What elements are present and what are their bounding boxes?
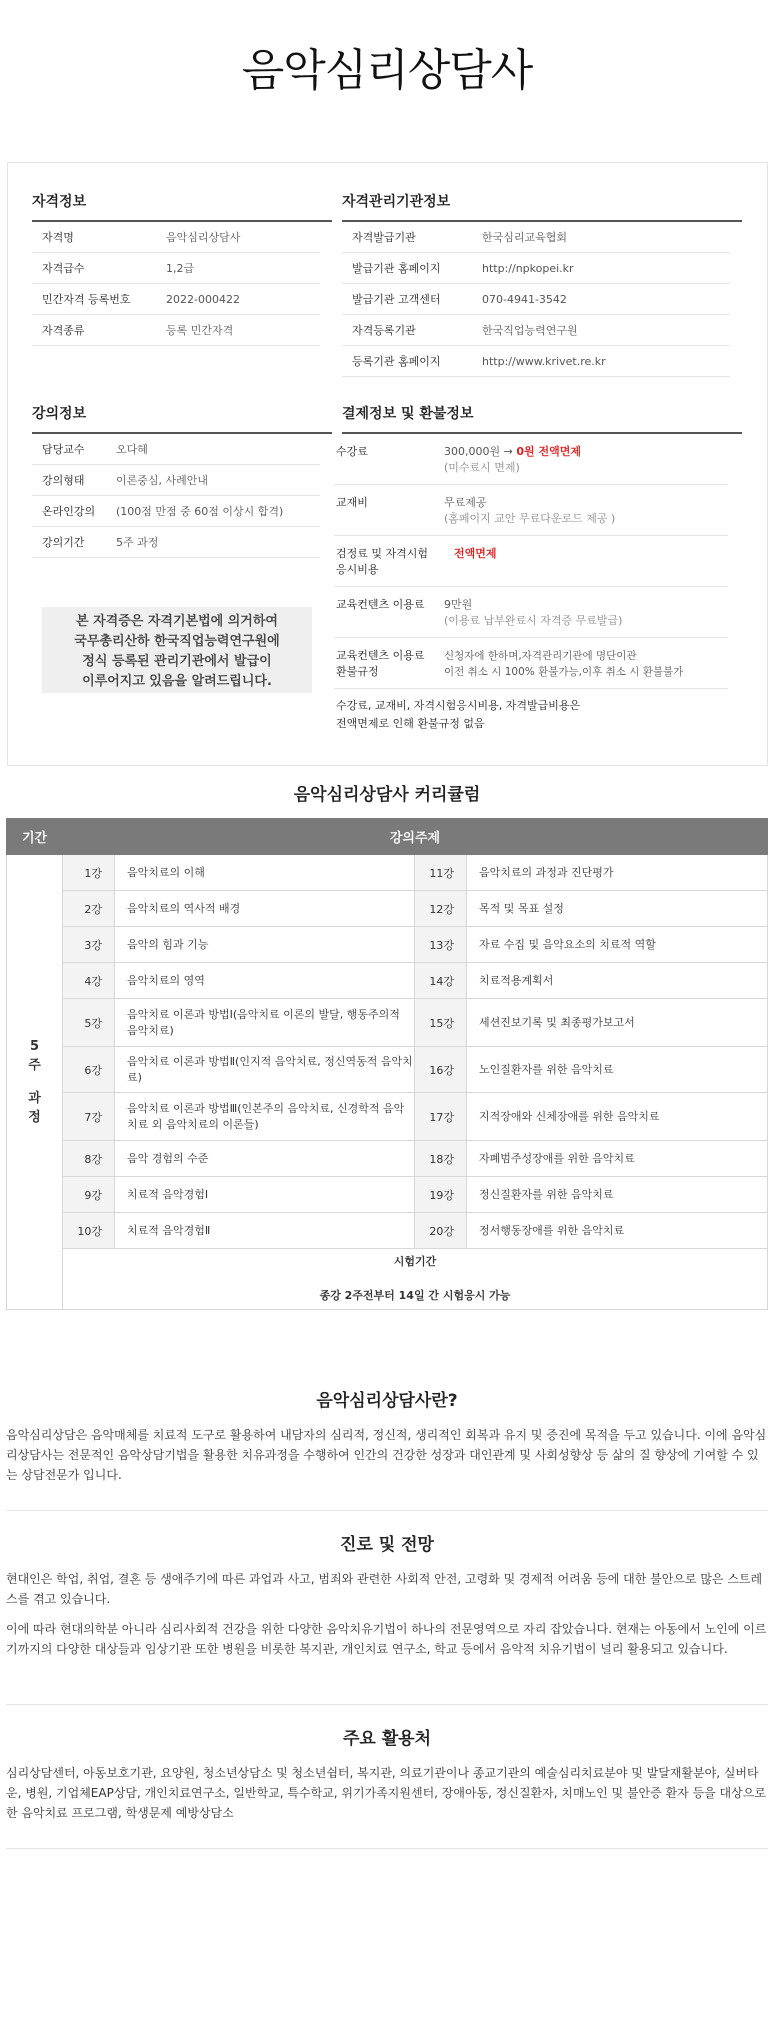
org-row: 자격발급기관 한국심리교육협회	[342, 222, 730, 253]
arrow-icon: →	[503, 445, 513, 458]
divider	[6, 1704, 768, 1705]
exam-period-cell: 시험기간 종강 2주전부터 14일 간 시험응시 가능	[63, 1249, 768, 1310]
org-info-section	[342, 191, 742, 377]
fee-row: 수강료 300,000원 → 0원 전액면제 (미수료시 면제)	[334, 434, 728, 485]
payment-section	[336, 403, 742, 733]
usage-title: 주요 활용처	[342, 1729, 432, 1749]
qual-info-title: 자격정보	[32, 191, 332, 222]
refund-row: 교육컨텐츠 이용료 환불규정 신청자에 한하며,자격관리기관에 명단이관 이전 취소 시 100% 환불가능,이후 취소 시 환불불가	[334, 638, 728, 689]
lecture-row: 온라인강의 (100점 만점 중 60점 이상시 합격)	[32, 496, 320, 527]
about-section	[6, 1386, 768, 1495]
qual-row: 민간자격 등록번호 2022-000422	[32, 284, 320, 315]
exam-period-row	[7, 1249, 768, 1310]
career-paragraph: 이에 따라 현대의학분 아니라 심리사회적 건강을 위한 다양한 음악치유기법이 하나의 전문영역으로 자리 잡았습니다. 현재는 아동에서 노인에 이르기까지의 다양한 대상들과 임상기관 또한 병원을 비롯한 복지관, 개인치료 연구소, 학교 등에서 음악적 치유기법이 널리 활용되고 있습니다.	[6, 1622, 767, 1656]
registry-homepage-link[interactable]: http://www.krivet.re.kr	[482, 354, 606, 368]
qual-row: 자격종류 등록 민간자격	[32, 315, 320, 346]
divider	[6, 1848, 768, 1849]
curriculum-title: 음악심리상담사 커리큘럼	[293, 785, 481, 805]
table-row: 7강 음악치료 이론과 방법Ⅲ(인본주의 음악치료, 신경학적 음악치료 외 음악치료의 이론들) 17강 지적장애와 신체장애를 위한 음악치료	[7, 1093, 768, 1141]
table-row: 2강 음악치료의 역사적 배경 12강 목적 및 목표 설정	[7, 891, 768, 927]
about-title: 음악심리상담사란?	[316, 1391, 458, 1411]
about-paragraph: 음악심리상담은 음악매체를 치료적 도구로 활용하여 내담자의 심리적, 정신적, 생리적인 회복과 유지 및 증진에 목적을 두고 있습니다. 이에 음악심리상담사는 전문적인 음악상담기법을 활용한 치유과정을 수행하여 인간의 건강한 성장과 대인관계 및 사회성향상 등 삶의 질 향상에 기여할 수 있는 상담전문가 입니다.	[6, 1428, 767, 1482]
table-row: 10강 치료적 음악경험Ⅱ 20강 정서행동장애를 위한 음악치료	[7, 1213, 768, 1249]
org-row: 발급기관 홈페이지 http://npkopei.kr	[342, 253, 730, 284]
career-section	[6, 1530, 768, 1669]
period-cell: 5 주 과 정	[7, 855, 63, 1310]
qual-row: 자격급수 1,2급	[32, 253, 320, 284]
material-row: 교재비 무료제공 (홈페이지 교안 무료다운로드 제공 )	[334, 485, 728, 536]
refund-note: 수강료, 교재비, 자격시험응시비용, 자격발급비용은 전액면제로 인해 환불규정 없음	[336, 699, 581, 730]
curriculum-table	[6, 818, 768, 1310]
lecture-row: 강의기간 5주 과정	[32, 527, 320, 558]
career-paragraph: 현대인은 학업, 취업, 결혼 등 생애주기에 따른 과업과 사고, 범죄와 관련한 사회적 안전, 고령화 및 경제적 어려움 등에 대한 불안으로 많은 스트레스를 겪고 있습니다.	[6, 1572, 763, 1606]
page-title: 음악심리상담사	[241, 45, 533, 96]
lecture-info-section	[32, 403, 332, 558]
qual-row: 자격명 음악심리상담사	[32, 222, 320, 253]
usage-paragraph: 심리상담센터, 아동보호기관, 요양원, 청소년상담소 및 청소년쉼터, 복지관, 의료기관이나 종교기관의 예술심리치료분야 및 발달재활분야, 실버타운, 병원, 기업체EAP상담, 개인치료연구소, 일반학교, 특수학교, 위기가족지원센터, 장애아동, 정신질환자, 치매노인 및 불안증 환자 등을 대상으로 한 음악치료 프로그램, 학생문제 예방상담소	[6, 1766, 766, 1820]
col-period-header: 기간	[7, 819, 63, 855]
org-row: 등록기관 홈페이지 http://www.krivet.re.kr	[342, 346, 730, 377]
table-row: 3강 음악의 힘과 기능 13강 자료 수집 및 음악요소의 치료적 역할	[7, 927, 768, 963]
usage-section	[6, 1724, 768, 1833]
exam-fee-row: 검정료 및 자격시험 응시비용 전액면제	[334, 536, 728, 587]
table-row: 8강 음악 경험의 수준 18강 자폐범주성장애를 위한 음악치료	[7, 1141, 768, 1177]
org-row: 발급기관 고객센터 070-4941-3542	[342, 284, 730, 315]
table-row: 9강 치료적 음악경험Ⅰ 19강 정신질환자를 위한 음악치료	[7, 1177, 768, 1213]
certification-notice: 본 자격증은 자격기본법에 의거하여 국무총리산하 한국직업능력연구원에 정식 등록된 관리기관에서 발급이 이루어지고 있음을 알려드립니다.	[42, 607, 312, 693]
table-row: 6강 음악치료 이론과 방법Ⅱ(인지적 음악치료, 정신역동적 음악치료) 16강 노인질환자를 위한 음악치료	[7, 1047, 768, 1093]
info-box	[7, 162, 768, 766]
table-row: 4강 음악치료의 영역 14강 치료적용계획서	[7, 963, 768, 999]
col-topic-header: 강의주제	[63, 819, 768, 855]
issuer-homepage-link[interactable]: http://npkopei.kr	[482, 261, 574, 275]
content-fee-row: 교육컨텐츠 이용료 9만원 (이용료 납부완료시 자격증 무료발급)	[334, 587, 728, 638]
lecture-info-title: 강의정보	[32, 403, 332, 434]
lecture-row: 담당교수 오다혜	[32, 434, 320, 465]
payment-title: 결제정보 및 환불정보	[342, 403, 742, 434]
org-row: 자격등록기관 한국직업능력연구원	[342, 315, 730, 346]
divider	[6, 1510, 768, 1511]
table-row: 5강 음악치료 이론과 방법Ⅰ(음악치료 이론의 발달, 행동주의적 음악치료) 15강 세션진보기록 및 최종평가보고서	[7, 999, 768, 1047]
career-title: 진로 및 전망	[340, 1535, 434, 1555]
org-info-title: 자격관리기관정보	[342, 191, 742, 222]
table-row: 5 주 과 정 1강 음악치료의 이해 11강 음악치료의 과정과 진단평가	[7, 855, 768, 891]
qual-info-section	[32, 191, 332, 346]
lecture-row: 강의형태 이론중심, 사례안내	[32, 465, 320, 496]
